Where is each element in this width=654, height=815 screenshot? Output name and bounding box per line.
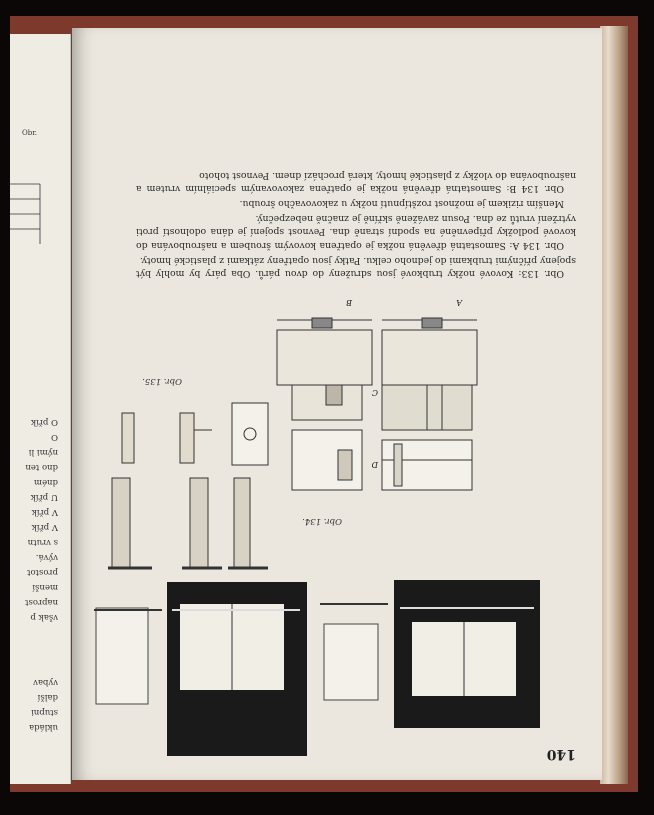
left-table-fragment	[10, 174, 50, 254]
figure-label-C: C	[371, 388, 378, 397]
figure-label-A: A	[456, 298, 462, 307]
figure-label-D: D	[371, 460, 378, 469]
paragraph: Menším rizikem je možnost rozštípnutí nožky u zakovovačho šroubu.	[239, 197, 564, 209]
left-fragment: Obr.	[22, 129, 38, 137]
left-fragment: vybav	[33, 677, 58, 687]
illustration-layer	[72, 28, 602, 780]
left-fragment: naprost	[25, 597, 58, 607]
left-fragment: s vrutn	[27, 537, 58, 547]
paragraph: Obr. 133: Kovové nožky trubkové jsou sdruženy do dvou párů. Oba páry by mohly být spojeny příčnými trubkami do jednoho celku. Patky jsou opatřeny zátkami z plastické hmoty.	[136, 254, 576, 279]
left-fragment: však p	[30, 612, 58, 622]
left-fragment: menší	[32, 582, 58, 592]
left-fragment: O přík	[30, 417, 58, 427]
left-fragment: ukláda	[29, 722, 58, 732]
left-page-strip	[10, 34, 71, 784]
left-fragment: dném	[33, 477, 58, 487]
figure-caption-135: Obr. 135.	[142, 376, 182, 386]
book-page	[72, 28, 602, 780]
left-fragment: nými li	[28, 447, 58, 457]
page-number: 140	[546, 746, 576, 762]
left-fragment: stupni	[31, 707, 58, 717]
page-edges	[600, 26, 628, 784]
paragraph: Obr. 134 A: Samostatná dřevěná nožka je opatřena kovovým šroubem a našroubována do kovové podložky připevněné na spodní straně dna. Pevnost spojení je dána odolností proti vytržení vrutů ze dna. Posun zaváženě skříně je značně nebezpečný.	[136, 213, 576, 251]
left-fragment: další	[37, 692, 58, 702]
figure-caption-134: Obr. 134.	[302, 516, 342, 526]
left-fragment: O	[51, 432, 58, 442]
left-fragment: V přík	[31, 522, 58, 532]
left-fragment: prostot	[27, 567, 58, 577]
left-fragment: U přík	[30, 492, 58, 502]
paragraph: Obr. 134 B: Samostatná dřevěná nožka je opatřena zakovovaným speciálním vrutem a našroubována do vložky z plastické hmoty, která prochází dnem. Pevnost tohoto	[136, 169, 576, 194]
figure-label-B: B	[346, 298, 352, 307]
left-fragment: vývá.	[35, 552, 58, 562]
left-fragment: dno ten	[25, 462, 58, 472]
left-fragment: V přík	[31, 507, 58, 517]
